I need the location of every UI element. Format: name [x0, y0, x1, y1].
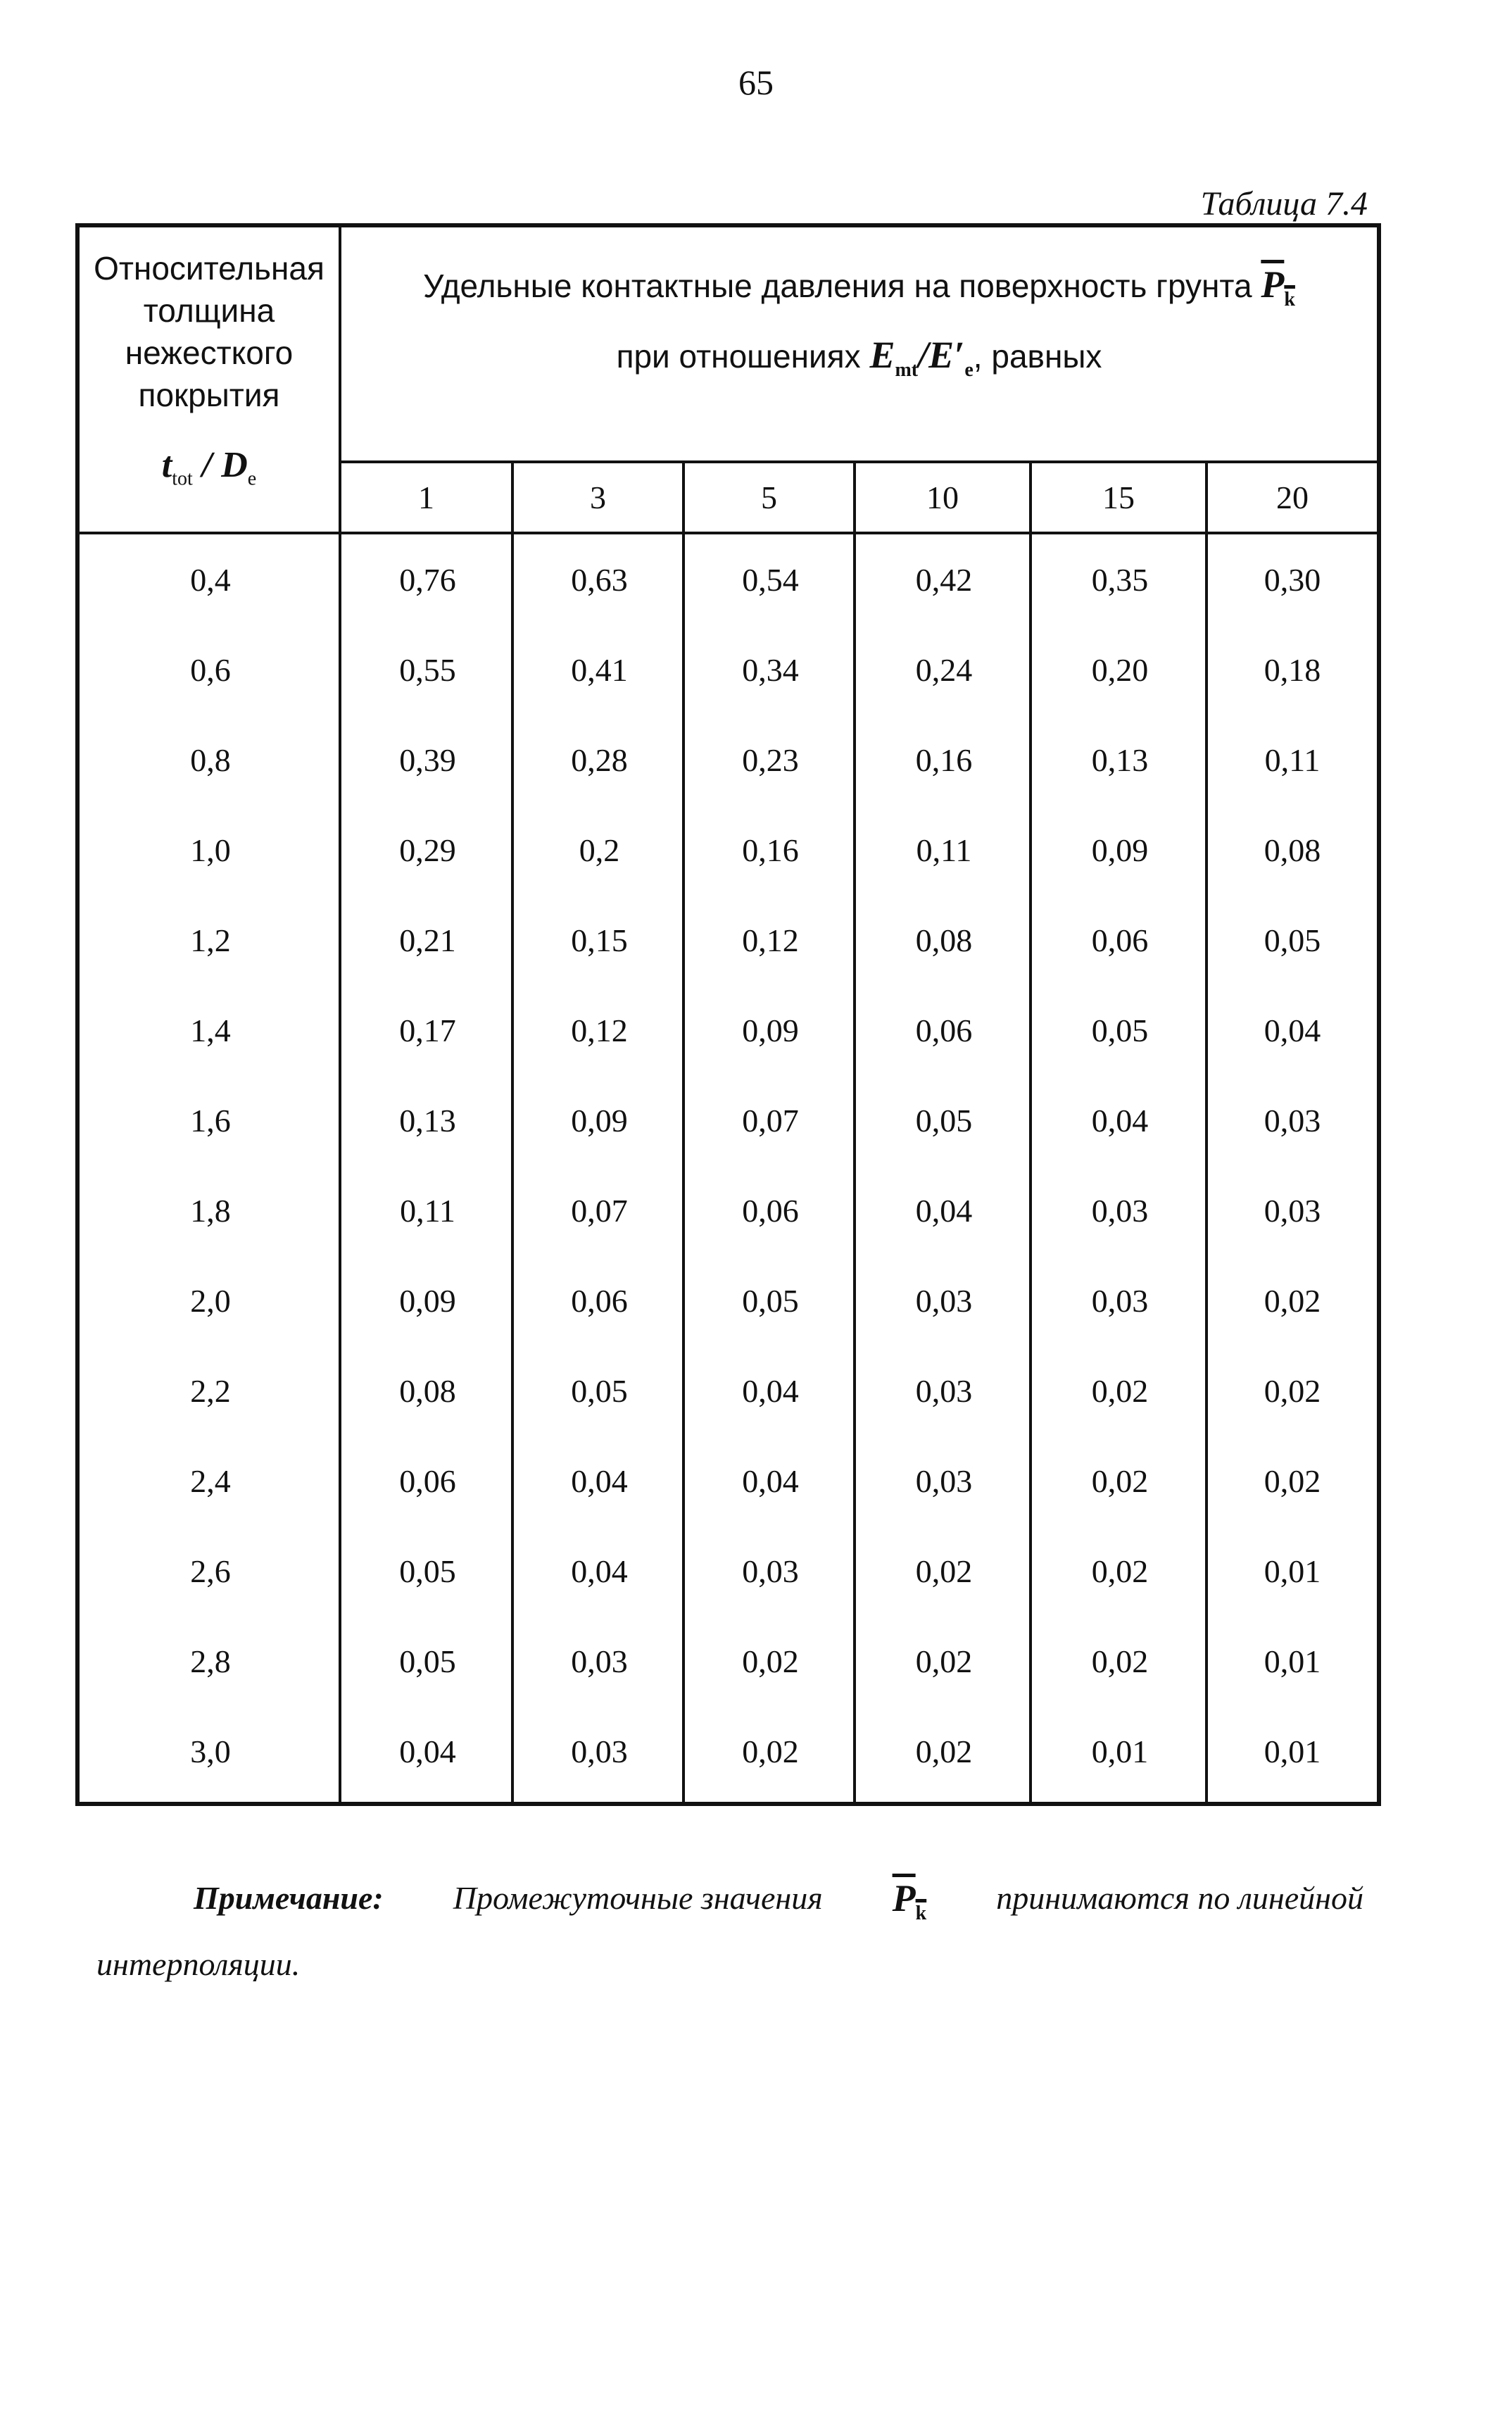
pressure-cell: 0,02: [1091, 1373, 1149, 1409]
pressure-cell: 0,01: [1264, 1734, 1321, 1769]
pressure-cell: 0,18: [1264, 652, 1321, 688]
pressure-cell: 0,02: [1091, 1463, 1149, 1499]
pressure-cell: 0,63: [571, 562, 628, 598]
pressure-cell: 0,05: [399, 1643, 456, 1679]
table-row: [80, 1706, 1377, 1796]
table-row: [80, 1255, 1377, 1346]
pressure-cell: 0,42: [915, 562, 973, 598]
pressure-cell: 0,2: [579, 832, 620, 868]
table-row: [80, 1075, 1377, 1165]
pressure-cell: 0,01: [1264, 1643, 1321, 1679]
pressure-cell: 0,11: [400, 1193, 455, 1229]
header-relative-thickness: [80, 227, 341, 534]
header-contact-pressure: [341, 227, 1377, 463]
pressure-cell: 0,03: [742, 1553, 799, 1589]
pressure-cell: 0,21: [399, 922, 456, 958]
header-left-line-1: Относительная: [94, 250, 325, 287]
ratio-cell: 1: [341, 463, 514, 532]
pressure-cell: 0,08: [399, 1373, 456, 1409]
pressure-cell: 0,34: [742, 652, 799, 688]
header-left-symbol: $t_{tot} / D_e$: [161, 445, 257, 490]
pressure-cell: 0,09: [742, 1012, 799, 1048]
ratio-cell: 3: [514, 463, 685, 532]
header-ratio-row: [341, 463, 1377, 534]
pressure-cell: 0,30: [1264, 562, 1321, 598]
pressure-cell: 0,17: [399, 1012, 456, 1048]
pressure-cell: 0,03: [1091, 1283, 1149, 1319]
pressure-cell: 0,02: [1091, 1553, 1149, 1589]
pressure-cell: 0,06: [571, 1283, 628, 1319]
note-title: Примечание:: [194, 1880, 384, 1916]
header-main-line-2: при отношениях $E_{mt}/E'_e$, равных: [616, 334, 1102, 381]
table-body: [80, 534, 1377, 1802]
table-note: [96, 1873, 1363, 1990]
pressure-cell: 0,01: [1264, 1553, 1321, 1589]
pressure-cell: 0,05: [571, 1373, 628, 1409]
pressure-cell: 0,03: [571, 1643, 628, 1679]
pressure-cell: 0,07: [571, 1193, 628, 1229]
pressure-cell: 0,05: [1091, 1012, 1149, 1048]
pressure-cell: 0,02: [1264, 1373, 1321, 1409]
ratio-cell: 15: [1032, 463, 1208, 532]
table-row: [80, 1616, 1377, 1706]
thickness-cell: 0,4: [190, 562, 231, 598]
table-row: [80, 625, 1377, 715]
table-row: [80, 895, 1377, 985]
pressure-cell: 0,06: [1091, 922, 1149, 958]
thickness-cell: 2,8: [190, 1643, 231, 1679]
header-left-line-2: толщина: [143, 292, 275, 329]
thickness-cell: 2,6: [190, 1553, 231, 1589]
pressure-cell: 0,04: [399, 1734, 456, 1769]
pressure-cell: 0,28: [571, 742, 628, 778]
pressure-cell: 0,09: [1091, 832, 1149, 868]
ratio-cell: 20: [1276, 479, 1309, 515]
pressure-cell: 0,35: [1091, 562, 1149, 598]
pressure-cell: 0,04: [571, 1463, 628, 1499]
pressure-cell: 0,08: [1264, 832, 1321, 868]
header-left-line-4: покрытия: [138, 377, 280, 413]
pressure-cell: 0,03: [915, 1283, 973, 1319]
thickness-cell: 2,2: [190, 1373, 231, 1409]
pressure-cell: 0,07: [742, 1103, 799, 1139]
pressure-cell: 0,12: [742, 922, 799, 958]
pressure-cell: 0,29: [399, 832, 456, 868]
pressure-cell: 0,08: [915, 922, 973, 958]
table-row: [80, 1165, 1377, 1255]
pressure-cell: 0,41: [571, 652, 628, 688]
pressure-cell: 0,05: [742, 1283, 799, 1319]
thickness-cell: 0,8: [190, 742, 231, 778]
note-symbol: $P_k$: [892, 1877, 927, 1924]
table-row: [80, 1346, 1377, 1436]
pressure-cell: 0,06: [399, 1463, 456, 1499]
pressure-cell: 0,03: [915, 1463, 973, 1499]
pressure-cell: 0,03: [915, 1373, 973, 1409]
pressure-cell: 0,02: [1264, 1283, 1321, 1319]
pressure-cell: 0,54: [742, 562, 799, 598]
page-number: 65: [738, 63, 774, 102]
thickness-cell: 0,6: [190, 652, 231, 688]
pressure-cell: 0,03: [571, 1734, 628, 1769]
pressure-cell: 0,55: [399, 652, 456, 688]
thickness-cell: 2,4: [190, 1463, 231, 1499]
pressure-cell: 0,03: [1264, 1193, 1321, 1229]
ratio-cell: 10: [856, 463, 1032, 532]
header-left-line-3: нежесткого: [125, 334, 294, 371]
pressure-cell: 0,06: [915, 1012, 973, 1048]
pressure-cell: 0,24: [915, 652, 973, 688]
thickness-cell: 1,8: [190, 1193, 231, 1229]
thickness-cell: 1,6: [190, 1103, 231, 1139]
pressure-cell: 0,05: [1264, 922, 1321, 958]
thickness-cell: 1,2: [190, 922, 231, 958]
pressure-cell: 0,04: [1091, 1103, 1149, 1139]
pressure-cell: 0,11: [1264, 742, 1321, 778]
pressure-cell: 0,20: [1091, 652, 1149, 688]
pressure-table: [75, 223, 1381, 1806]
pressure-cell: 0,05: [915, 1103, 973, 1139]
pressure-cell: 0,04: [1264, 1012, 1321, 1048]
pressure-cell: 0,03: [1264, 1103, 1321, 1139]
pressure-cell: 0,02: [915, 1734, 973, 1769]
pressure-cell: 0,05: [399, 1553, 456, 1589]
pressure-cell: 0,39: [399, 742, 456, 778]
pressure-cell: 0,11: [916, 832, 972, 868]
pressure-cell: 0,02: [1091, 1643, 1149, 1679]
thickness-cell: 3,0: [190, 1734, 231, 1769]
pressure-cell: 0,15: [571, 922, 628, 958]
pressure-cell: 0,01: [1091, 1734, 1149, 1769]
table-row: [80, 985, 1377, 1075]
note-line-2: интерполяции.: [96, 1945, 301, 1982]
pressure-cell: 0,02: [1264, 1463, 1321, 1499]
pressure-cell: 0,13: [1091, 742, 1149, 778]
note-text-a: Промежуточные значения: [453, 1880, 823, 1916]
pressure-cell: 0,04: [915, 1193, 973, 1229]
pressure-cell: 0,02: [742, 1643, 799, 1679]
pressure-cell: 0,12: [571, 1012, 628, 1048]
pressure-cell: 0,23: [742, 742, 799, 778]
pressure-cell: 0,04: [742, 1373, 799, 1409]
pressure-cell: 0,13: [399, 1103, 456, 1139]
thickness-cell: 1,4: [190, 1012, 231, 1048]
pressure-cell: 0,09: [571, 1103, 628, 1139]
header-main-line-1: Удельные контактные давления на поверхность грунта $P_k$: [423, 263, 1295, 311]
pressure-cell: 0,04: [571, 1553, 628, 1589]
thickness-cell: 1,0: [190, 832, 231, 868]
table-row: [80, 1436, 1377, 1526]
pressure-cell: 0,03: [1091, 1193, 1149, 1229]
pressure-cell: 0,02: [915, 1643, 973, 1679]
table-row: [80, 715, 1377, 805]
table-row: [80, 534, 1377, 625]
pressure-cell: 0,76: [399, 562, 456, 598]
table-label: Таблица 7.4: [1200, 185, 1368, 222]
pressure-cell: 0,16: [915, 742, 973, 778]
thickness-cell: 2,0: [190, 1283, 231, 1319]
table-row: [80, 805, 1377, 895]
pressure-cell: 0,02: [742, 1734, 799, 1769]
pressure-cell: 0,04: [742, 1463, 799, 1499]
pressure-cell: 0,16: [742, 832, 799, 868]
ratio-cell: 5: [685, 463, 856, 532]
note-line-1: [96, 1873, 1363, 1939]
pressure-cell: 0,02: [915, 1553, 973, 1589]
table-row: [80, 1526, 1377, 1616]
pressure-cell: 0,09: [399, 1283, 456, 1319]
pressure-cell: 0,06: [742, 1193, 799, 1229]
note-text-b: принимаются по линейной: [996, 1880, 1363, 1916]
